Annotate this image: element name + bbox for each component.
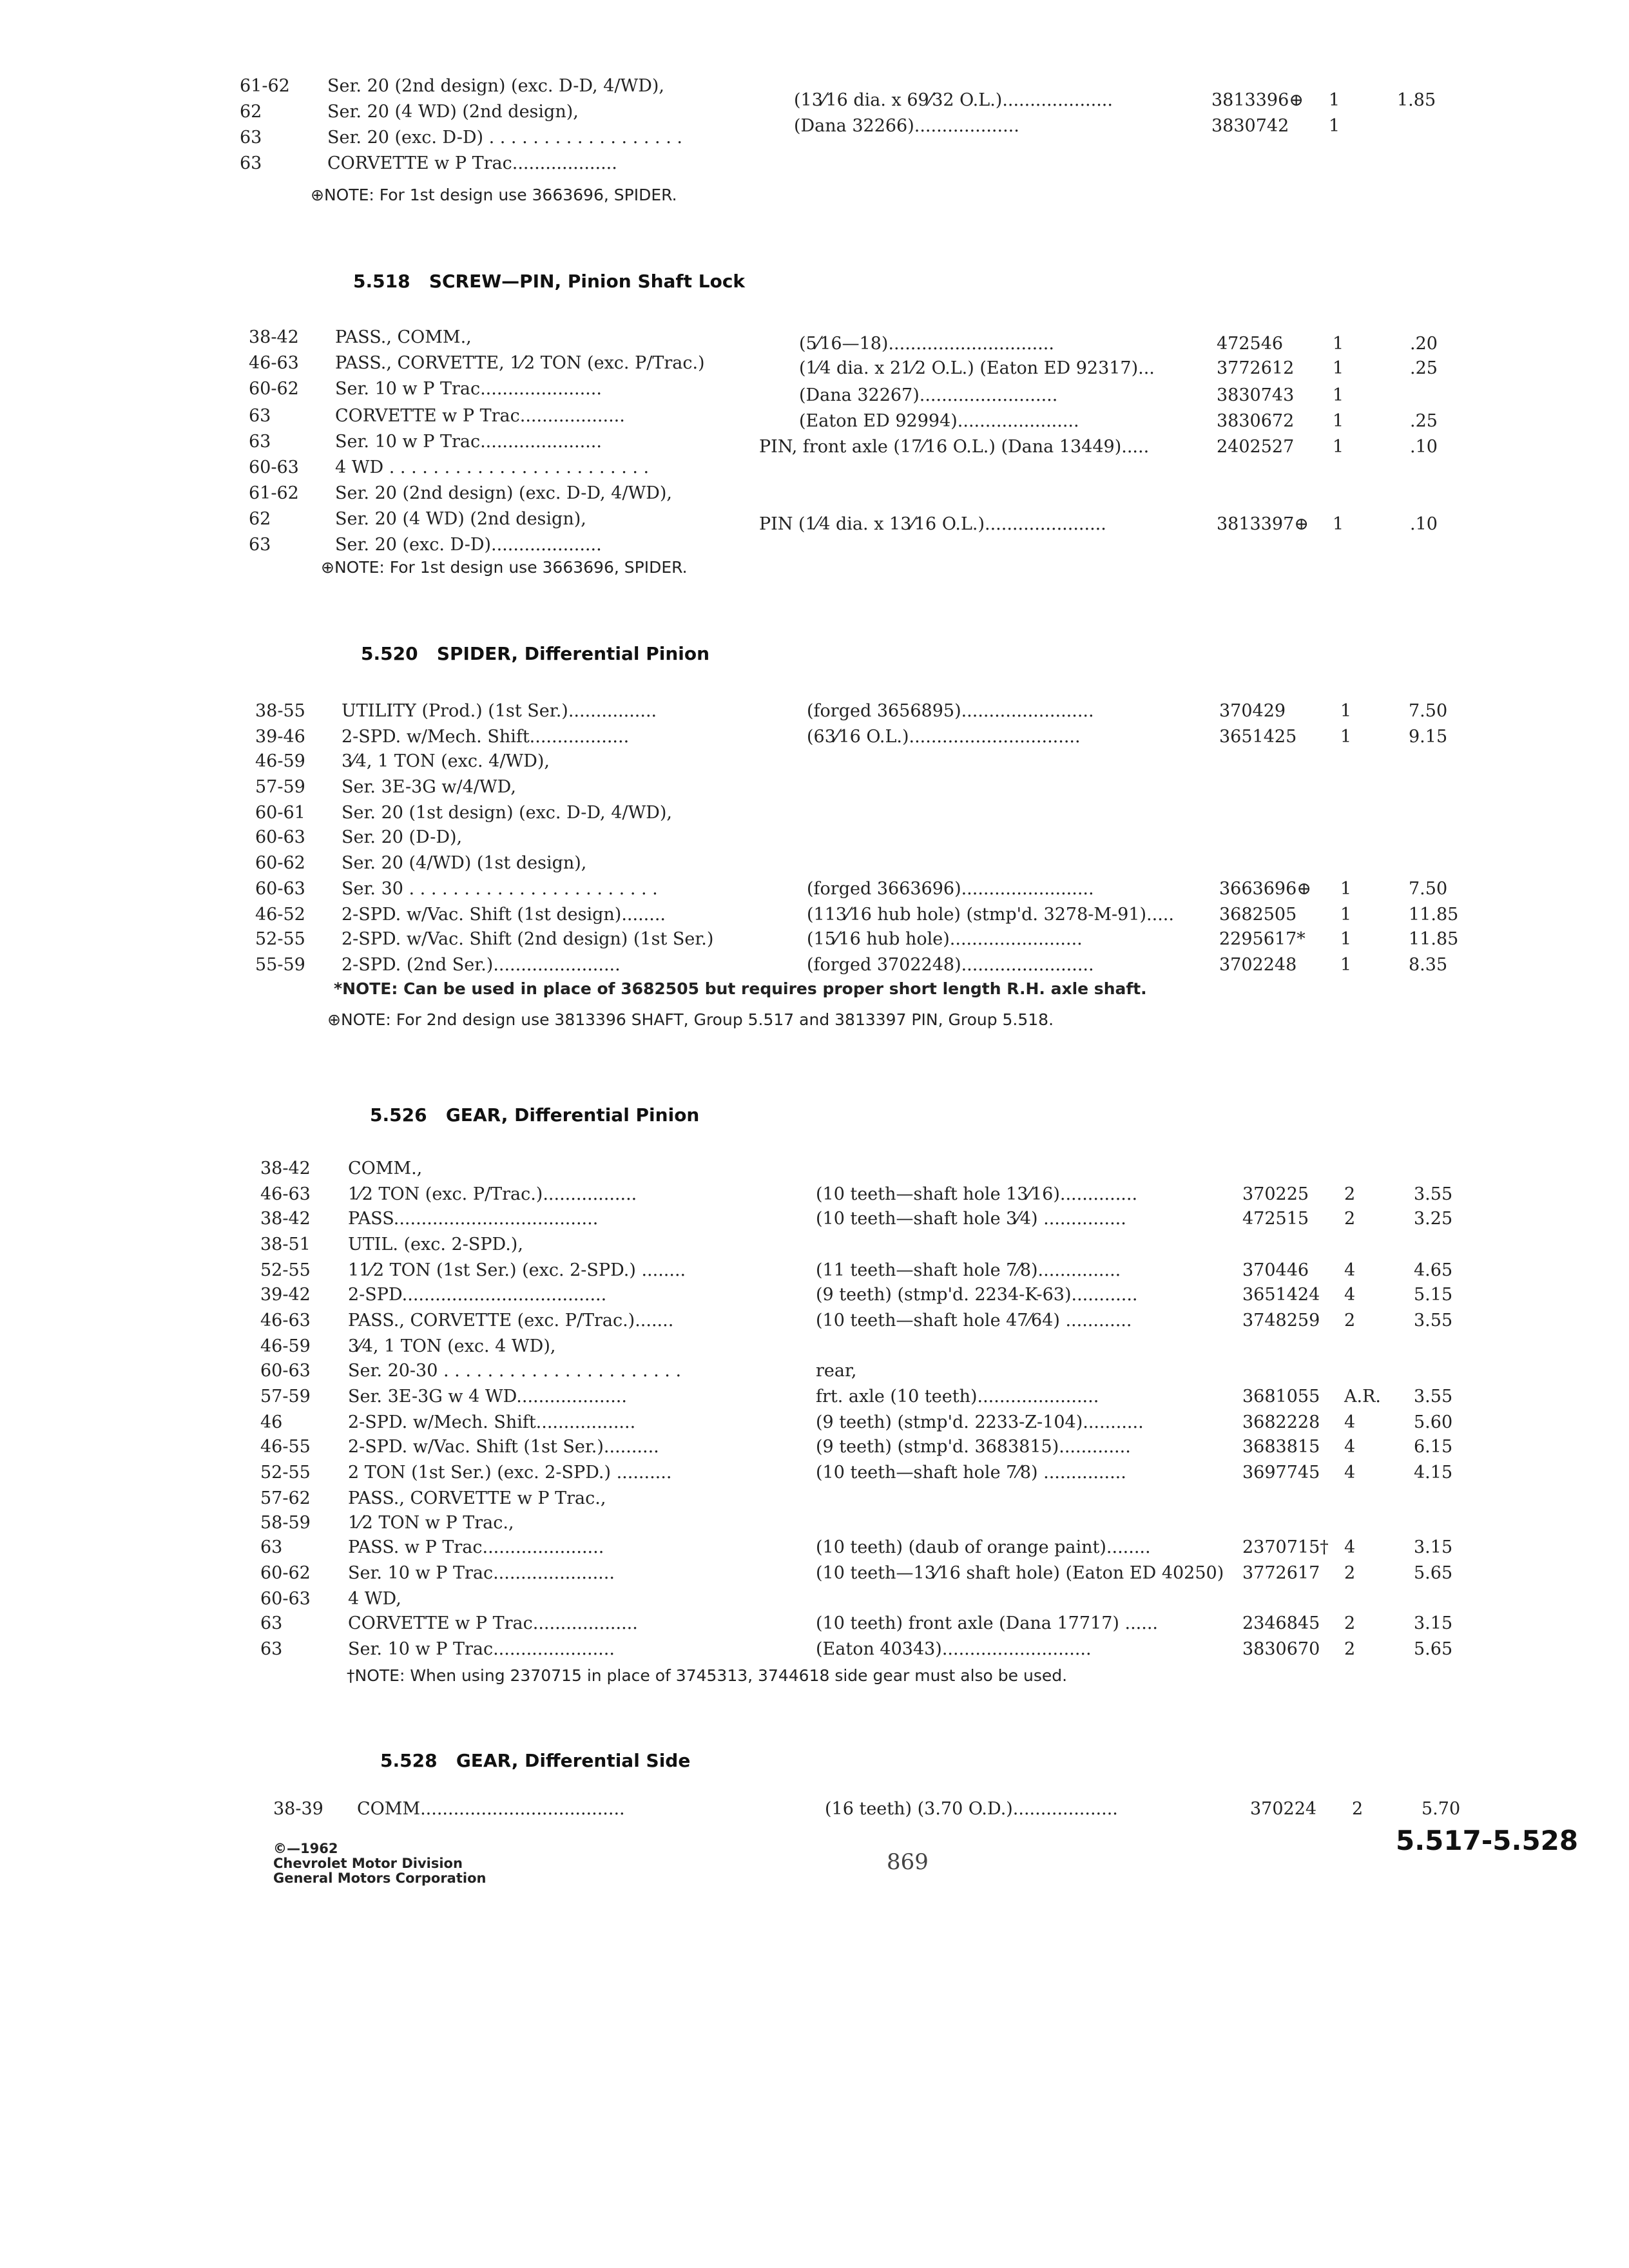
- row-description: (9 teeth) (stmp'd. 3683815).............: [816, 1437, 1131, 1457]
- row-application: Ser. 20 (exc. D-D)....................: [335, 535, 602, 555]
- row-application: 1⁄2 TON w P Trac.,: [348, 1513, 514, 1533]
- row-quantity: 1: [1333, 385, 1344, 405]
- note: ⊕NOTE: For 2nd design use 3813396 SHAFT, Group 5.517 and 3813397 PIN, Group 5.518.: [327, 1010, 1054, 1029]
- row-quantity: 4: [1344, 1437, 1356, 1457]
- row-quantity: 2: [1344, 1209, 1356, 1229]
- row-application: PASS., COMM.,: [335, 327, 472, 347]
- section-heading-5-518: [353, 271, 745, 292]
- row-application: CORVETTE w P Trac...................: [327, 153, 617, 173]
- row-part-number: 3651424: [1242, 1285, 1320, 1305]
- row-price: 6.15: [1414, 1437, 1453, 1457]
- row-description: (13⁄16 dia. x 69⁄32 O.L.)....................: [794, 90, 1113, 110]
- row-years: 61-62: [240, 76, 290, 96]
- row-part-number: 3681055: [1242, 1387, 1320, 1407]
- row-description: (1⁄4 dia. x 21⁄2 O.L.) (Eaton ED 92317)...: [799, 358, 1155, 378]
- row-application: 1⁄2 TON (exc. P/Trac.).................: [348, 1184, 637, 1204]
- row-part-number: 3682228: [1242, 1412, 1320, 1432]
- row-application: Ser. 10 w P Trac......................: [348, 1563, 615, 1583]
- row-description: (10 teeth—shaft hole 3⁄4) ...............: [816, 1209, 1126, 1229]
- row-application: 2-SPD. w/Vac. Shift (1st design)........: [342, 905, 666, 925]
- row-application: 2 TON (1st Ser.) (exc. 2-SPD.) ..........: [348, 1463, 672, 1483]
- row-price: 11.85: [1409, 905, 1459, 925]
- row-years: 61-62: [249, 483, 299, 503]
- row-description: PIN (1⁄4 dia. x 13⁄16 O.L.)......................: [759, 514, 1106, 534]
- row-application: Ser. 20 (D-D),: [342, 827, 463, 847]
- section-heading-5-520: [361, 643, 709, 664]
- row-application: 11⁄2 TON (1st Ser.) (exc. 2-SPD.) ........: [348, 1260, 686, 1280]
- row-price: 7.50: [1409, 879, 1448, 899]
- note: ⊕NOTE: For 1st design use 3663696, SPIDER.: [321, 558, 688, 577]
- row-price: 5.15: [1414, 1285, 1453, 1305]
- row-part-number: 3702248: [1219, 955, 1297, 975]
- row-years: 60-63: [260, 1589, 311, 1609]
- row-quantity: 2: [1344, 1639, 1356, 1659]
- row-years: 60-63: [255, 879, 305, 899]
- row-quantity: 4: [1344, 1260, 1356, 1280]
- row-quantity: 1: [1340, 879, 1352, 899]
- row-price: 9.15: [1409, 727, 1448, 747]
- row-application: 2-SPD. (2nd Ser.).......................: [342, 955, 621, 975]
- row-price: .25: [1410, 411, 1438, 431]
- row-price: .20: [1410, 334, 1438, 354]
- row-description: frt. axle (10 teeth)......................: [816, 1387, 1099, 1407]
- section-number: 5.528: [380, 1750, 438, 1771]
- row-years: 46-63: [260, 1184, 311, 1204]
- row-price: 3.55: [1414, 1387, 1453, 1407]
- section-title: GEAR, Differential Pinion: [445, 1104, 700, 1126]
- row-years: 62: [249, 509, 271, 529]
- row-quantity: 4: [1344, 1537, 1356, 1557]
- row-years: 63: [260, 1537, 283, 1557]
- row-description: (Eaton 40343)...........................: [816, 1639, 1092, 1659]
- row-quantity: 1: [1340, 955, 1352, 975]
- row-years: 38-42: [260, 1209, 311, 1229]
- row-quantity: 4: [1344, 1463, 1356, 1483]
- row-price: 3.55: [1414, 1311, 1453, 1331]
- section-heading-5-526: [370, 1104, 699, 1126]
- row-application: Ser. 3E-3G w 4 WD....................: [348, 1387, 627, 1407]
- row-description: (10 teeth) (daub of orange paint)........: [816, 1537, 1151, 1557]
- row-application: 2-SPD. w/Vac. Shift (1st Ser.)..........: [348, 1437, 659, 1457]
- row-price: 4.65: [1414, 1260, 1453, 1280]
- row-part-number: 2370715†: [1242, 1537, 1329, 1557]
- row-description: (forged 3663696)........................: [807, 879, 1094, 899]
- row-quantity: 2: [1344, 1563, 1356, 1583]
- row-part-number: 370225: [1242, 1184, 1309, 1204]
- row-price: 3.15: [1414, 1613, 1453, 1633]
- row-years: 52-55: [255, 929, 305, 949]
- row-application: 3⁄4, 1 TON (exc. 4 WD),: [348, 1336, 556, 1356]
- row-application: COMM.....................................: [357, 1799, 625, 1819]
- row-years: 63: [249, 535, 271, 555]
- row-years: 55-59: [255, 955, 305, 975]
- section-number: 5.518: [353, 271, 410, 292]
- row-description: (15⁄16 hub hole)........................: [807, 929, 1083, 949]
- row-years: 63: [249, 406, 271, 426]
- row-part-number: 3663696⊕: [1219, 879, 1311, 899]
- row-description: (113⁄16 hub hole) (stmp'd. 3278-M-91).....: [807, 905, 1174, 925]
- row-years: 60-63: [249, 457, 299, 477]
- section-heading-5-528: [380, 1750, 690, 1771]
- row-part-number: 3830672: [1217, 411, 1295, 431]
- row-application: 2-SPD. w/Mech. Shift..................: [342, 727, 630, 747]
- row-part-number: 3697745: [1242, 1463, 1320, 1483]
- row-quantity: 4: [1344, 1285, 1356, 1305]
- row-years: 52-55: [260, 1463, 311, 1483]
- row-years: 63: [260, 1639, 283, 1659]
- row-description: (10 teeth—shaft hole 7⁄8) ...............: [816, 1463, 1126, 1483]
- row-price: .10: [1410, 437, 1438, 457]
- row-price: 8.35: [1409, 955, 1448, 975]
- corporation-name: General Motors Corporation: [273, 1870, 487, 1886]
- row-application: PASS., CORVETTE w P Trac.,: [348, 1488, 606, 1508]
- page-number: 869: [887, 1849, 929, 1875]
- row-years: 60-62: [249, 379, 299, 399]
- row-part-number: 472546: [1217, 334, 1284, 354]
- row-part-number: 3748259: [1242, 1311, 1320, 1331]
- row-part-number: 3682505: [1219, 905, 1297, 925]
- row-part-number: 2295617*: [1219, 929, 1306, 949]
- row-application: Ser. 3E-3G w/4/WD,: [342, 777, 516, 797]
- row-description: (Dana 32266)...................: [794, 116, 1019, 136]
- row-price: .25: [1410, 358, 1438, 378]
- row-price: 5.65: [1414, 1639, 1453, 1659]
- row-price: 5.65: [1414, 1563, 1453, 1583]
- note: ⊕NOTE: For 1st design use 3663696, SPIDER.: [311, 186, 677, 204]
- row-part-number: 3683815: [1242, 1437, 1320, 1457]
- row-price: 3.25: [1414, 1209, 1453, 1229]
- row-part-number: 3830742: [1211, 116, 1289, 136]
- row-description: (10 teeth—shaft hole 13⁄16)..............: [816, 1184, 1138, 1204]
- section-title: GEAR, Differential Side: [456, 1750, 691, 1771]
- row-quantity: 2: [1344, 1613, 1356, 1633]
- section-number: 5.526: [370, 1104, 427, 1126]
- row-years: 46-63: [260, 1311, 311, 1331]
- row-years: 63: [260, 1613, 283, 1633]
- row-price: .10: [1410, 514, 1438, 534]
- row-application: PASS. w P Trac......................: [348, 1537, 604, 1557]
- row-years: 57-62: [260, 1488, 311, 1508]
- row-part-number: 3772612: [1217, 358, 1295, 378]
- copyright: ©—1962: [273, 1841, 338, 1856]
- section-title: SCREW—PIN, Pinion Shaft Lock: [429, 271, 746, 292]
- row-price: 11.85: [1409, 929, 1459, 949]
- row-years: 63: [240, 153, 262, 173]
- row-application: 4 WD . . . . . . . . . . . . . . . . . . . . . . . .: [335, 457, 650, 477]
- row-part-number: 3830743: [1217, 385, 1295, 405]
- row-quantity: 4: [1344, 1412, 1356, 1432]
- row-application: Ser. 20 (1st design) (exc. D-D, 4/WD),: [342, 803, 672, 823]
- row-application: Ser. 10 w P Trac......................: [348, 1639, 615, 1659]
- row-quantity: 1: [1340, 905, 1352, 925]
- row-application: 2-SPD. w/Vac. Shift (2nd design) (1st Ser.): [342, 929, 714, 949]
- row-years: 60-63: [260, 1361, 311, 1381]
- row-application: CORVETTE w P Trac...................: [348, 1613, 638, 1633]
- row-years: 46-59: [255, 751, 305, 771]
- row-application: PASS., CORVETTE (exc. P/Trac.).......: [348, 1311, 674, 1331]
- row-application: Ser. 20 (2nd design) (exc. D-D, 4/WD),: [327, 76, 664, 96]
- row-quantity: 2: [1344, 1311, 1356, 1331]
- row-part-number: 2346845: [1242, 1613, 1320, 1633]
- row-years: 63: [249, 432, 271, 452]
- row-description: (10 teeth) front axle (Dana 17717) ......: [816, 1613, 1158, 1633]
- row-application: 4 WD,: [348, 1589, 401, 1609]
- row-application: Ser. 30 . . . . . . . . . . . . . . . . . . . . . . .: [342, 879, 658, 899]
- row-quantity: 1: [1329, 90, 1340, 110]
- row-quantity: 2: [1344, 1184, 1356, 1204]
- row-years: 60-62: [260, 1563, 311, 1583]
- row-application: UTILITY (Prod.) (1st Ser.)................: [342, 701, 657, 721]
- row-years: 57-59: [260, 1387, 311, 1407]
- row-application: Ser. 20 (2nd design) (exc. D-D, 4/WD),: [335, 483, 672, 503]
- row-application: Ser. 20 (4/WD) (1st design),: [342, 853, 587, 873]
- row-quantity: 1: [1333, 411, 1344, 431]
- row-description: (10 teeth—shaft hole 47⁄64) ............: [816, 1311, 1132, 1331]
- row-part-number: 472515: [1242, 1209, 1309, 1229]
- row-years: 46-63: [249, 353, 299, 373]
- row-application: Ser. 10 w P Trac......................: [335, 432, 602, 452]
- row-years: 60-61: [255, 803, 305, 823]
- row-description: (9 teeth) (stmp'd. 2234-K-63)............: [816, 1285, 1138, 1305]
- division-name: Chevrolet Motor Division: [273, 1856, 463, 1871]
- row-years: 38-51: [260, 1235, 311, 1254]
- row-quantity: 1: [1340, 929, 1352, 949]
- note: *NOTE: Can be used in place of 3682505 but requires proper short length R.H. axle shaft.: [334, 979, 1147, 998]
- row-application: CORVETTE w P Trac...................: [335, 406, 625, 426]
- row-price: 7.50: [1409, 701, 1448, 721]
- row-description: (5⁄16—18)..............................: [799, 334, 1054, 354]
- row-years: 38-55: [255, 701, 305, 721]
- row-price: 5.60: [1414, 1412, 1453, 1432]
- row-description: (10 teeth—13⁄16 shaft hole) (Eaton ED 40250): [816, 1563, 1224, 1583]
- row-price: 5.70: [1422, 1799, 1461, 1819]
- row-application: 3⁄4, 1 TON (exc. 4/WD),: [342, 751, 550, 771]
- row-price: 4.15: [1414, 1463, 1453, 1483]
- row-years: 63: [240, 128, 262, 148]
- row-application: UTIL. (exc. 2-SPD.),: [348, 1235, 523, 1254]
- row-quantity: 1: [1333, 334, 1344, 354]
- row-quantity: 1: [1340, 701, 1352, 721]
- row-part-number: 2402527: [1217, 437, 1295, 457]
- row-description: (Dana 32267).........................: [799, 385, 1058, 405]
- row-description: (forged 3702248)........................: [807, 955, 1094, 975]
- row-description: (11 teeth—shaft hole 7⁄8)...............: [816, 1260, 1121, 1280]
- row-years: 38-42: [260, 1158, 311, 1178]
- row-application: Ser. 20-30 . . . . . . . . . . . . . . . . . . . . . .: [348, 1361, 682, 1381]
- row-years: 62: [240, 102, 262, 122]
- row-years: 38-42: [249, 327, 299, 347]
- row-quantity: A.R.: [1344, 1387, 1381, 1407]
- row-application: Ser. 20 (exc. D-D) . . . . . . . . . . . . . . . . . .: [327, 128, 682, 148]
- row-years: 39-46: [255, 727, 305, 747]
- row-quantity: 1: [1333, 514, 1344, 534]
- group-range: 5.517-5.528: [1396, 1825, 1579, 1856]
- row-years: 46-55: [260, 1437, 311, 1457]
- section-title: SPIDER, Differential Pinion: [436, 643, 710, 664]
- row-years: 58-59: [260, 1513, 311, 1533]
- row-years: 52-55: [260, 1260, 311, 1280]
- footer-credits: [273, 1841, 486, 1886]
- row-part-number: 370224: [1250, 1799, 1317, 1819]
- row-part-number: 370429: [1219, 701, 1286, 721]
- row-description: (forged 3656895)........................: [807, 701, 1094, 721]
- row-part-number: 3772617: [1242, 1563, 1320, 1583]
- row-application: COMM.,: [348, 1158, 423, 1178]
- row-quantity: 1: [1333, 358, 1344, 378]
- row-part-number: 370446: [1242, 1260, 1309, 1280]
- row-years: 46: [260, 1412, 283, 1432]
- row-description: PIN, front axle (17⁄16 O.L.) (Dana 13449).....: [759, 437, 1150, 457]
- row-years: 60-62: [255, 853, 305, 873]
- row-description: (16 teeth) (3.70 O.D.)...................: [825, 1799, 1118, 1819]
- row-description: (63⁄16 O.L.)...............................: [807, 727, 1081, 747]
- row-quantity: 2: [1352, 1799, 1364, 1819]
- row-price: 1.85: [1397, 90, 1436, 110]
- row-quantity: 1: [1333, 437, 1344, 457]
- row-years: 38-39: [273, 1799, 323, 1819]
- row-years: 60-63: [255, 827, 305, 847]
- row-years: 46-52: [255, 905, 305, 925]
- row-application: Ser. 20 (4 WD) (2nd design),: [335, 509, 586, 529]
- row-application: 2-SPD.....................................: [348, 1285, 607, 1305]
- row-part-number: 3813397⊕: [1217, 514, 1309, 534]
- row-part-number: 3813396⊕: [1211, 90, 1304, 110]
- row-application: Ser. 10 w P Trac......................: [335, 379, 602, 399]
- row-years: 57-59: [255, 777, 305, 797]
- row-application: PASS., CORVETTE, 1⁄2 TON (exc. P/Trac.): [335, 353, 705, 373]
- row-price: 3.55: [1414, 1184, 1453, 1204]
- section-number: 5.520: [361, 643, 418, 664]
- row-price: 3.15: [1414, 1537, 1453, 1557]
- row-quantity: 1: [1329, 116, 1340, 136]
- row-application: Ser. 20 (4 WD) (2nd design),: [327, 102, 579, 122]
- row-quantity: 1: [1340, 727, 1352, 747]
- row-years: 46-59: [260, 1336, 311, 1356]
- row-description: (Eaton ED 92994)......................: [799, 411, 1079, 431]
- row-part-number: 3830670: [1242, 1639, 1320, 1659]
- row-application: 2-SPD. w/Mech. Shift..................: [348, 1412, 636, 1432]
- note: †NOTE: When using 2370715 in place of 3745313, 3744618 side gear must also be used.: [347, 1666, 1068, 1685]
- row-years: 39-42: [260, 1285, 311, 1305]
- row-description: (9 teeth) (stmp'd. 2233-Z-104)...........: [816, 1412, 1144, 1432]
- row-application: PASS.....................................: [348, 1209, 599, 1229]
- row-part-number: 3651425: [1219, 727, 1297, 747]
- row-description: rear,: [816, 1361, 857, 1381]
